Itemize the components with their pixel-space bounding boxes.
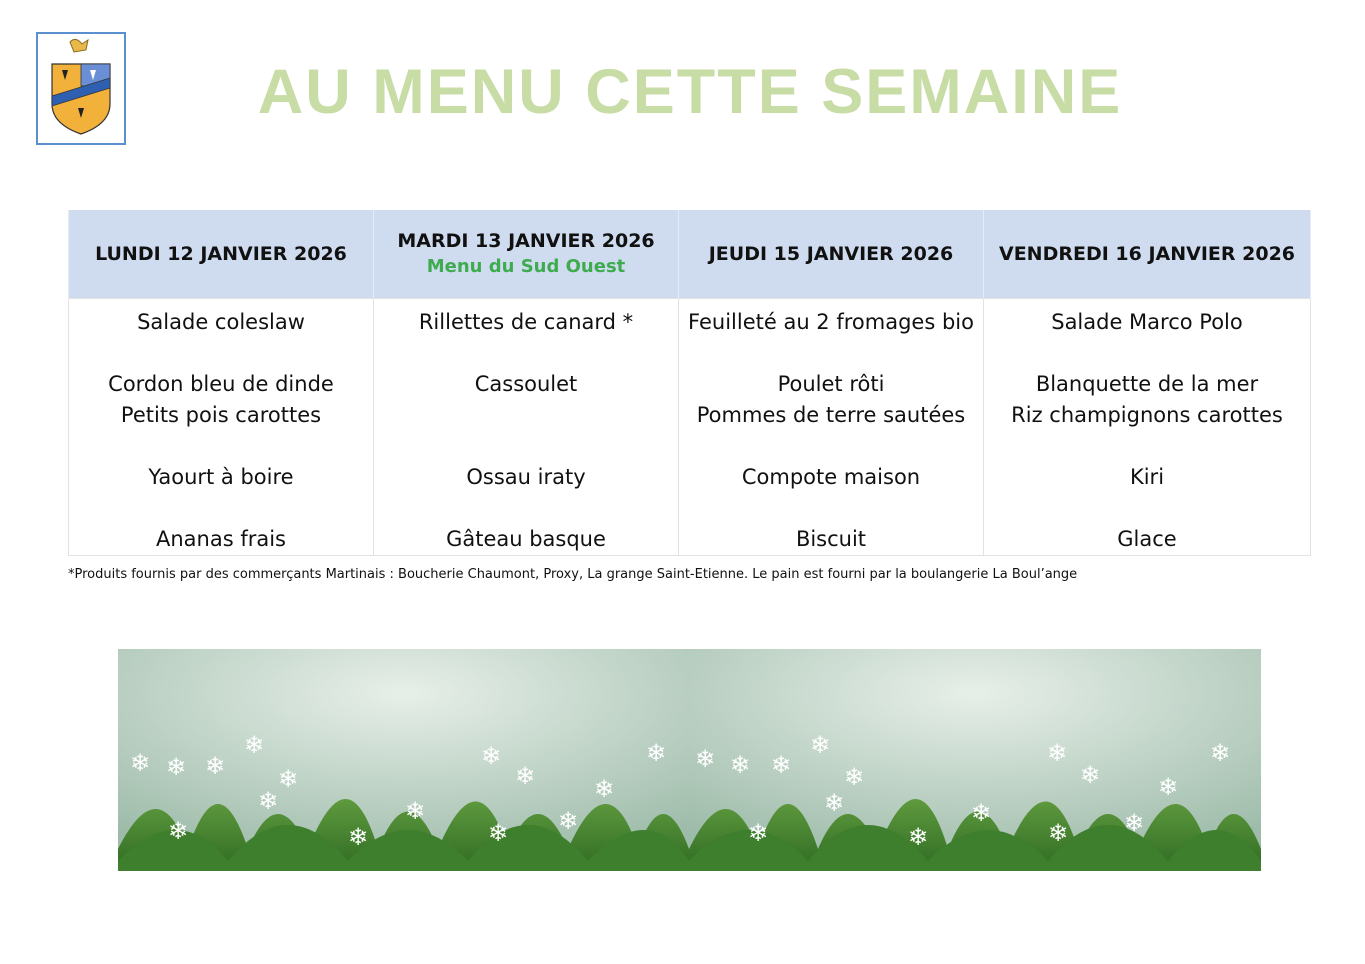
svg-text:❄: ❄ bbox=[1157, 773, 1179, 801]
svg-text:❄: ❄ bbox=[557, 807, 579, 835]
svg-text:❄: ❄ bbox=[347, 823, 369, 851]
svg-text:❄: ❄ bbox=[404, 797, 426, 825]
footnote: *Produits fournis par des commerçants Martinais : Boucherie Chaumont, Proxy, La grange Saint-Etienne. Le pain est fourni par la boulangerie La Boul’ange bbox=[68, 567, 1078, 582]
svg-text:❄: ❄ bbox=[487, 819, 509, 847]
svg-text:❄: ❄ bbox=[480, 742, 502, 770]
side-dish: Riz champignons carottes bbox=[1011, 402, 1283, 427]
svg-text:❄: ❄ bbox=[645, 739, 667, 767]
svg-text:❄: ❄ bbox=[694, 745, 716, 773]
menu-cell-thursday bbox=[679, 298, 984, 555]
svg-text:❄: ❄ bbox=[1079, 761, 1101, 789]
svg-text:❄: ❄ bbox=[257, 787, 279, 815]
starter: Rillettes de canard * bbox=[418, 309, 634, 334]
svg-text:❄: ❄ bbox=[165, 753, 187, 781]
table-header-row bbox=[69, 210, 1311, 298]
svg-text:❄: ❄ bbox=[770, 751, 792, 779]
starter: Feuilleté au 2 fromages bio bbox=[688, 309, 974, 334]
svg-text:❄: ❄ bbox=[1046, 739, 1068, 767]
menu-cell-monday bbox=[69, 298, 374, 555]
svg-text:❄: ❄ bbox=[1123, 809, 1145, 837]
day-heading: MARDI 13 JANVIER 2026 bbox=[397, 229, 655, 252]
svg-text:❄: ❄ bbox=[243, 731, 265, 759]
side-dish: Petits pois carottes bbox=[120, 402, 322, 427]
svg-text:❄: ❄ bbox=[809, 731, 831, 759]
menu-row bbox=[69, 298, 1311, 555]
svg-text:❄: ❄ bbox=[729, 751, 751, 779]
menu-cell-tuesday bbox=[374, 298, 679, 555]
svg-text:❄: ❄ bbox=[823, 789, 845, 817]
day-heading: VENDREDI 16 JANVIER 2026 bbox=[998, 242, 1296, 265]
winter-banner-image bbox=[118, 649, 1261, 871]
menu-cell-friday bbox=[984, 298, 1311, 555]
weekly-menu-table bbox=[68, 210, 1311, 556]
svg-text:❄: ❄ bbox=[204, 752, 226, 780]
coat-of-arms-icon bbox=[38, 34, 124, 143]
day-subheading: Menu du Sud Ouest bbox=[426, 255, 626, 277]
dairy: Ossau iraty bbox=[466, 464, 586, 489]
side-dish bbox=[378, 400, 674, 431]
day-header-thursday bbox=[679, 210, 984, 298]
snowy-grass-illustration bbox=[118, 649, 1261, 871]
day-header-friday bbox=[984, 210, 1311, 298]
day-header-monday bbox=[69, 210, 374, 298]
dairy: Kiri bbox=[1129, 464, 1165, 489]
svg-text:❄: ❄ bbox=[747, 819, 769, 847]
school-logo bbox=[36, 32, 126, 145]
main-dish: Poulet rôti bbox=[777, 371, 885, 396]
day-heading: LUNDI 12 JANVIER 2026 bbox=[95, 242, 347, 265]
svg-text:❄: ❄ bbox=[1209, 739, 1231, 767]
dairy: Compote maison bbox=[741, 464, 921, 489]
svg-text:❄: ❄ bbox=[514, 762, 536, 790]
svg-text:❄: ❄ bbox=[843, 763, 865, 791]
dessert: Biscuit bbox=[795, 526, 867, 551]
dairy: Yaourt à boire bbox=[148, 464, 294, 489]
main-dish: Cassoulet bbox=[474, 371, 578, 396]
starter: Salade coleslaw bbox=[137, 309, 305, 334]
svg-text:❄: ❄ bbox=[277, 765, 299, 793]
day-header-tuesday bbox=[374, 210, 679, 298]
main-dish: Cordon bleu de dinde bbox=[108, 371, 334, 396]
svg-text:❄: ❄ bbox=[907, 823, 929, 851]
svg-text:❄: ❄ bbox=[1047, 819, 1069, 847]
svg-text:❄: ❄ bbox=[970, 799, 992, 827]
side-dish: Pommes de terre sautées bbox=[696, 402, 966, 427]
svg-text:❄: ❄ bbox=[593, 775, 615, 803]
page-title: AU MENU CETTE SEMAINE bbox=[257, 57, 1123, 127]
day-heading: JEUDI 15 JANVIER 2026 bbox=[708, 242, 954, 265]
svg-text:❄: ❄ bbox=[129, 749, 151, 777]
dessert: Glace bbox=[1117, 526, 1177, 551]
dessert: Ananas frais bbox=[155, 526, 286, 551]
svg-text:❄: ❄ bbox=[167, 817, 189, 845]
dessert: Gâteau basque bbox=[446, 526, 606, 551]
starter: Salade Marco Polo bbox=[1051, 309, 1243, 334]
main-dish: Blanquette de la mer bbox=[1035, 371, 1259, 396]
